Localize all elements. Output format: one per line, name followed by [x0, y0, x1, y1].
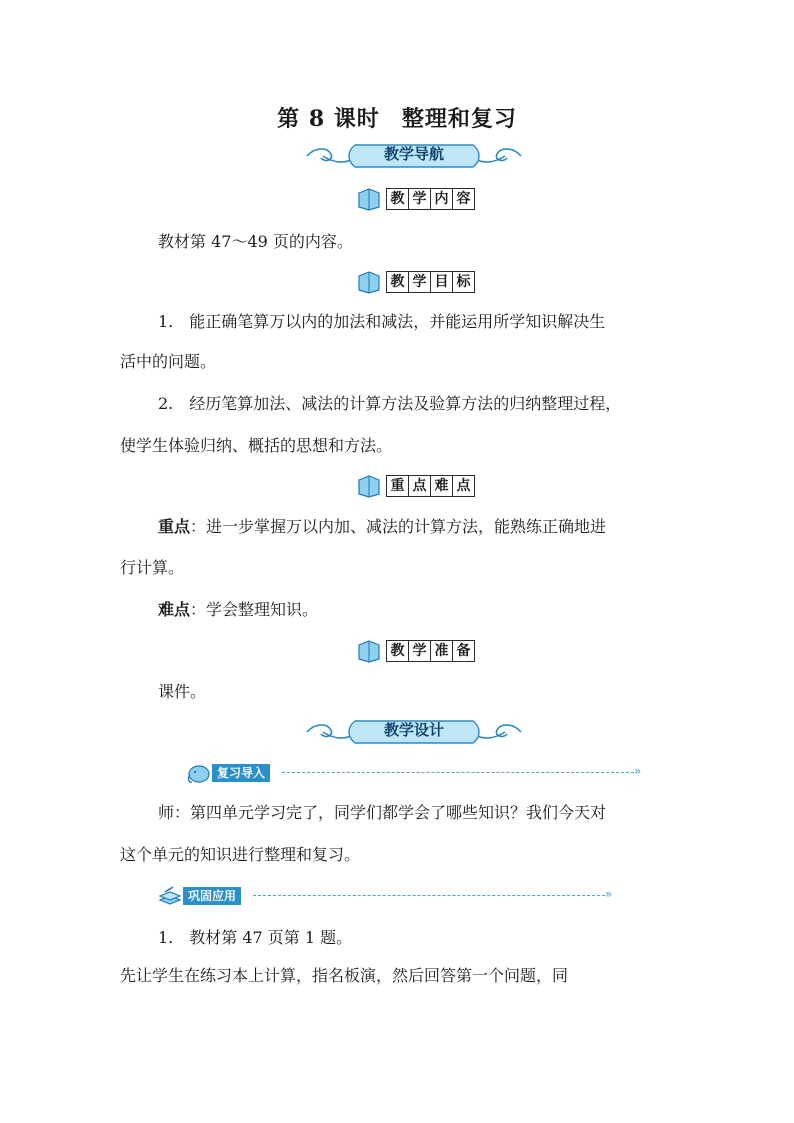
- teaching-guide-banner: [301, 141, 527, 171]
- practice-line-1: 1. 教材第 47 页第 1 题。: [158, 928, 353, 947]
- dashed-rule: [282, 772, 634, 773]
- difficulty-text: ：学会整理知识。: [190, 600, 319, 619]
- goal-1-line-1: 1. 能正确笔算万以内的加法和减法，并能运用所学知识解决生: [158, 312, 606, 331]
- goal-1-line-2: 活中的问题。: [120, 352, 217, 371]
- book-icon: [356, 474, 382, 498]
- lesson-topic: 整理和复习: [401, 106, 517, 132]
- section-char: 备: [452, 640, 475, 662]
- section-char: 点: [408, 475, 431, 497]
- prep-text: 课件。: [158, 682, 207, 701]
- elephant-icon: [186, 761, 212, 785]
- section-char: 内: [430, 188, 453, 210]
- practice-tag: [157, 884, 617, 908]
- banner-label: 教学设计: [383, 721, 444, 739]
- section-char: 难: [430, 475, 453, 497]
- goal-2-line-1: 2. 经历笔算加法、减法的计算方法及验算方法的归纳整理过程，: [158, 394, 622, 413]
- section-char: 容: [452, 188, 475, 210]
- section-char: 教: [386, 188, 409, 210]
- tag-label: 复习导入: [212, 764, 270, 782]
- double-chevron-icon: »: [605, 887, 613, 901]
- books-icon: [157, 884, 183, 908]
- focus-line-1: [158, 517, 723, 537]
- section-char: 教: [386, 271, 409, 293]
- lesson-number: 第 8 课时: [277, 106, 380, 132]
- section-char: 目: [430, 271, 453, 293]
- difficulty-label: 难点: [158, 600, 191, 619]
- teaching-design-banner: [301, 717, 527, 747]
- section-char: 教: [386, 640, 409, 662]
- section-char: 重: [386, 475, 409, 497]
- section-char: 学: [408, 640, 431, 662]
- section-char: 标: [452, 271, 475, 293]
- tag-label: 巩固应用: [183, 887, 241, 905]
- goal-2-line-2: 使学生体验归纳、概括的思想和方法。: [120, 436, 393, 455]
- section-char: 学: [408, 188, 431, 210]
- section-char: 准: [430, 640, 453, 662]
- practice-line-2: 先让学生在练习本上计算，指名板演，然后回答第一个问题，同: [120, 966, 569, 985]
- book-icon: [356, 270, 382, 294]
- book-icon: [356, 639, 382, 663]
- review-intro-tag: [186, 761, 646, 785]
- section-char: 学: [408, 271, 431, 293]
- dashed-rule: [253, 895, 605, 896]
- focus-label: 重点: [158, 517, 191, 536]
- lesson-title: [0, 102, 794, 133]
- review-line-1: 师：第四单元学习完了，同学们都学会了哪些知识？我们今天对: [158, 803, 607, 822]
- section-char: 点: [452, 475, 475, 497]
- banner-label: 教学导航: [383, 145, 444, 163]
- difficulty-line: [158, 600, 723, 620]
- focus-text: ：进一步掌握万以内加、减法的计算方法，能熟练正确地进: [190, 517, 607, 536]
- focus-line-2: 行计算。: [120, 558, 185, 577]
- review-line-2: 这个单元的知识进行整理和复习。: [120, 845, 361, 864]
- content-text: 教材第 47～49 页的内容。: [158, 232, 353, 251]
- double-chevron-icon: »: [634, 764, 642, 778]
- book-icon: [356, 187, 382, 211]
